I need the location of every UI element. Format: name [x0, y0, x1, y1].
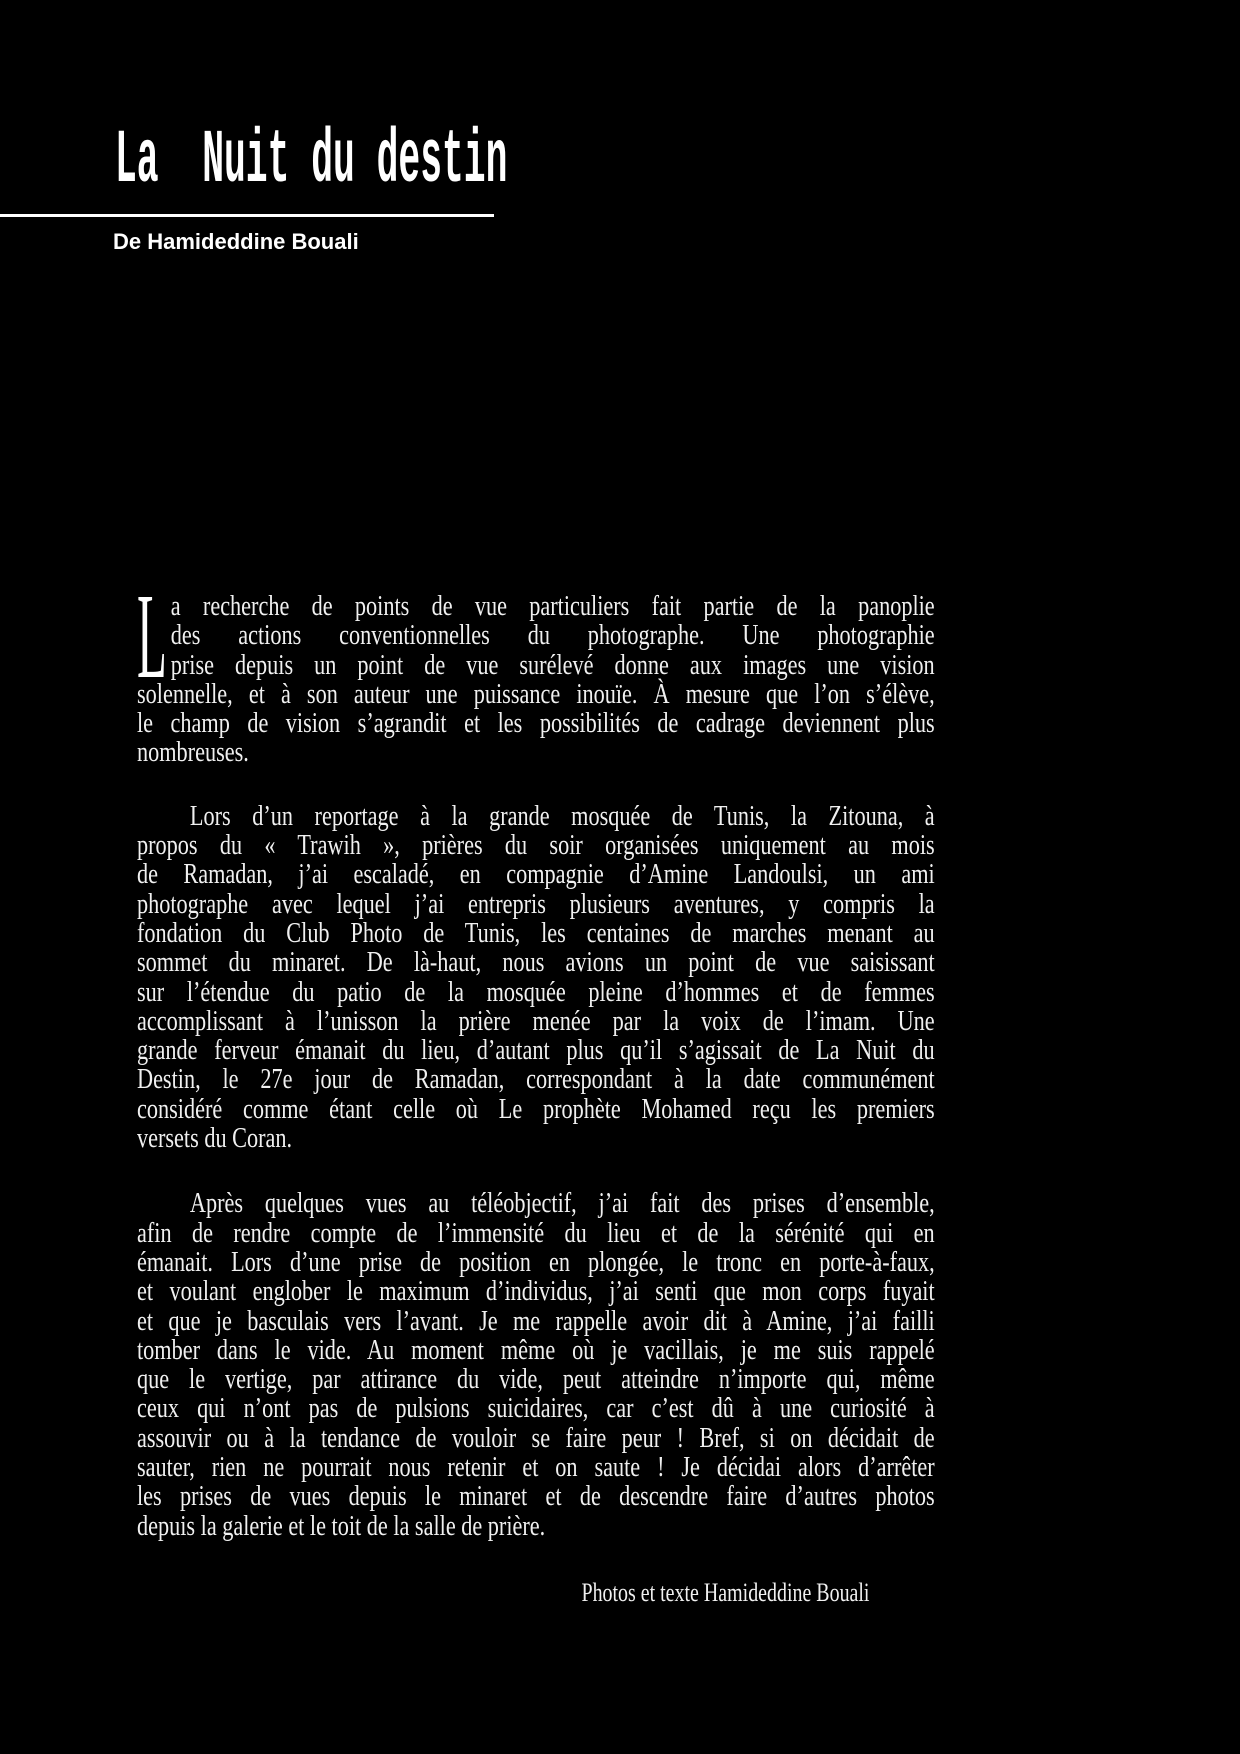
- text-line: sur l’étendue du patio de la mosquée pleine d’hommes et de femmes: [137, 975, 935, 1008]
- text-line: versets du Coran.: [137, 1122, 293, 1155]
- title-underline: [0, 214, 494, 217]
- paragraph: [137, 569, 935, 769]
- text-line: ceux qui n’ont pas de pulsions suicidaires, car c’est dû à une curiosité à: [137, 1392, 935, 1425]
- text-line: de Ramadan, j’ai escaladé, en compagnie d’Amine Landoulsi, un ami: [137, 858, 935, 891]
- text-line: afin de rendre compte de l’immensité du lieu et de la sérénité qui en: [137, 1216, 935, 1249]
- article-body: [137, 569, 935, 1542]
- text-line: sommet du minaret. De là-haut, nous avions un point de vue saisissant: [137, 946, 935, 979]
- text-line: Lors d’un reportage à la grande mosquée de Tunis, la Zitouna, à: [189, 799, 935, 832]
- text-line: et voulant englober le maximum d’individus, j’ai senti que mon corps fuyait: [137, 1275, 935, 1308]
- paragraph: [137, 1189, 935, 1541]
- text-line: photographe avec lequel j’ai entrepris plusieurs aventures, y compris la: [137, 887, 935, 920]
- text-line: émanait. Lors d’une prise de position en plongée, le tronc en porte-à-faux,: [137, 1245, 935, 1278]
- text-line: Après quelques vues au téléobjectif, j’ai fait des prises d’ensemble,: [189, 1187, 935, 1220]
- text-line: des actions conventionnelles du photographe. Une photographie: [170, 619, 935, 652]
- text-line: propos du « Trawih », prières du soir organisées uniquement au mois: [137, 829, 935, 862]
- svg-text:L: L: [137, 569, 167, 705]
- text-line: nombreuses.: [137, 736, 249, 769]
- drop-cap: [137, 569, 171, 705]
- text-line: solennelle, et à son auteur une puissance inouïe. À mesure que l’on s’élève,: [137, 677, 935, 710]
- text-line: depuis la galerie et le toit de la salle de prière.: [137, 1509, 546, 1542]
- text-line: les prises de vues depuis le minaret et de descendre faire d’autres photos: [137, 1480, 935, 1513]
- author-byline: De Hamideddine Bouali: [113, 229, 359, 254]
- text-line: prise depuis un point de vue surélevé donne aux images une vision: [170, 648, 935, 681]
- text-line: accomplissant à l’unisson la prière menée par la voix de l’imam. Une: [137, 1004, 935, 1037]
- text-line: le champ de vision s’agrandit et les possibilités de cadrage deviennent plus: [137, 707, 935, 740]
- text-line: que le vertige, par attirance du vide, peut atteindre n’importe qui, même: [137, 1363, 935, 1396]
- photo-credit-line: Photos et texte Hamideddine Bouali: [581, 1578, 870, 1607]
- text-line: grande ferveur émanait du lieu, d’autant plus qu’il s’agissait de La Nuit du: [137, 1034, 935, 1067]
- text-line: assouvir ou à la tendance de vouloir se faire peur ! Bref, si on décidait de: [137, 1421, 935, 1454]
- page-title: La Nuit du destin: [115, 118, 508, 204]
- text-line: sauter, rien ne pourrait nous retenir et on saute ! Je décidai alors d’arrêter: [137, 1451, 935, 1484]
- text-line: considéré comme étant celle où Le prophète Mohamed reçu les premiers: [137, 1092, 935, 1125]
- text-line: Destin, le 27e jour de Ramadan, correspondant à la date communément: [137, 1063, 935, 1096]
- text-line: tomber dans le vide. Au moment même où je vacillais, je me suis rappelé: [137, 1333, 935, 1366]
- text-line: et que je basculais vers l’avant. Je me rappelle avoir dit à Amine, j’ai failli: [137, 1304, 935, 1337]
- text-line: a recherche de points de vue particuliers fait partie de la panoplie: [170, 590, 935, 622]
- paragraph: [137, 799, 935, 1155]
- text-line: fondation du Club Photo de Tunis, les centaines de marches menant au: [137, 916, 935, 949]
